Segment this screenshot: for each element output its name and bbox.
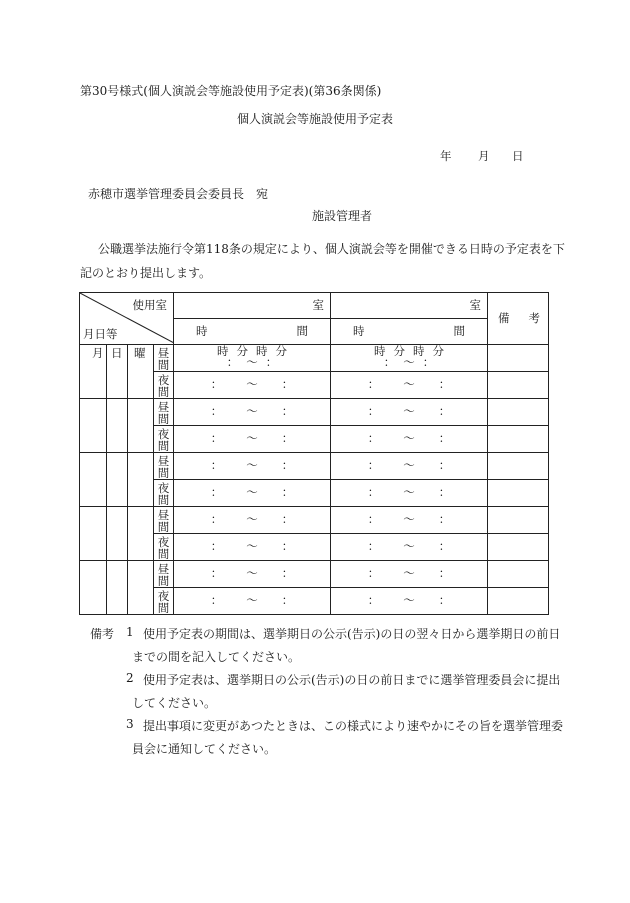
room-2-header: 室 bbox=[331, 293, 488, 319]
weekday-cell bbox=[128, 534, 154, 561]
weekday-header: 曜 bbox=[134, 346, 146, 360]
tilde: ～ bbox=[403, 539, 415, 554]
tilde: ～ bbox=[403, 593, 415, 608]
tilde: ～ bbox=[246, 566, 258, 581]
room-1-time-cell bbox=[174, 345, 331, 372]
note-1-line-2: までの間を記入してください。 bbox=[132, 650, 301, 664]
notes-label: 備考 bbox=[90, 627, 115, 641]
room-2-time-cell bbox=[331, 399, 488, 426]
month-cell bbox=[80, 453, 107, 480]
month-cell bbox=[80, 588, 107, 615]
day-header: 日 bbox=[111, 346, 123, 360]
schedule-row-night bbox=[80, 588, 549, 615]
weekday-cell bbox=[128, 426, 154, 453]
month-cell bbox=[80, 561, 107, 588]
daytime-label-cell bbox=[154, 399, 174, 426]
schedule-row-night bbox=[80, 372, 549, 399]
tilde: ～ bbox=[403, 458, 415, 473]
day-cell bbox=[107, 507, 128, 534]
room-1-time-cell bbox=[174, 588, 331, 615]
daytime-label-cell bbox=[154, 345, 174, 372]
colon: ： bbox=[210, 512, 223, 527]
tilde: ～ bbox=[403, 566, 415, 581]
colon: ： bbox=[281, 512, 294, 527]
weekday-cell bbox=[128, 588, 154, 615]
room-1-time-cell bbox=[174, 372, 331, 399]
colon: ： bbox=[281, 593, 294, 608]
day-cell bbox=[107, 453, 128, 480]
colon: ： bbox=[438, 485, 451, 500]
month-cell bbox=[80, 480, 107, 507]
note-2-line-2: してください。 bbox=[132, 696, 217, 710]
colon: ： bbox=[438, 512, 451, 527]
room-1-time-cell bbox=[174, 534, 331, 561]
tilde: ～ bbox=[403, 431, 415, 446]
colon: ： bbox=[281, 539, 294, 554]
colon: ： bbox=[281, 431, 294, 446]
intro-line-1: 公職選挙法施行令第118条の規定により、個人演説会等を開催できる日時の予定表を下 bbox=[98, 242, 565, 256]
tilde: ～ bbox=[246, 512, 258, 527]
room-1-time-cell bbox=[174, 399, 331, 426]
slot-label-1: 昼 bbox=[157, 399, 170, 414]
slot-label-2: 間 bbox=[157, 492, 170, 507]
weekday-cell bbox=[128, 399, 154, 426]
room-1-time-cell bbox=[174, 426, 331, 453]
colon: ： bbox=[281, 377, 294, 392]
date-etc-label: 月日等 bbox=[83, 326, 118, 341]
remarks-cell bbox=[488, 534, 549, 561]
colon: ： bbox=[210, 377, 223, 392]
weekday-cell bbox=[128, 507, 154, 534]
colon: ： bbox=[367, 431, 380, 446]
day-cell bbox=[107, 588, 128, 615]
schedule-table bbox=[79, 292, 549, 615]
schedule-row-day bbox=[80, 507, 549, 534]
room-1-time-cell bbox=[174, 561, 331, 588]
time-units: 時 分 時 分 ： ～ ： bbox=[374, 344, 444, 369]
room-2-time-cell bbox=[331, 372, 488, 399]
slot-label-1: 夜 bbox=[157, 480, 170, 495]
colon: ： bbox=[210, 431, 223, 446]
form-number: 第30号様式(個人演説会等施設使用予定表)(第36条関係) bbox=[80, 84, 382, 98]
note-3-number: 3 bbox=[126, 717, 134, 731]
schedule-row-day bbox=[80, 345, 549, 372]
colon: ： bbox=[438, 539, 451, 554]
room-1-time-header: 時 間 bbox=[174, 319, 331, 345]
room-2-time-cell bbox=[331, 507, 488, 534]
schedule-row-day bbox=[80, 561, 549, 588]
date-year-label: 年 bbox=[440, 149, 452, 163]
day-cell bbox=[107, 480, 128, 507]
weekday-cell bbox=[128, 453, 154, 480]
colon: ： bbox=[438, 593, 451, 608]
slot-label-2: 間 bbox=[157, 384, 170, 399]
note-1-line-1: 使用予定表の期間は、選挙期日の公示(告示)の日の翌々日から選挙期日の前日 bbox=[143, 627, 561, 641]
weekday-cell bbox=[128, 372, 154, 399]
remarks-cell bbox=[488, 507, 549, 534]
remarks-cell bbox=[488, 345, 549, 372]
tilde: ～ bbox=[403, 485, 415, 500]
slot-label-1: 夜 bbox=[157, 534, 170, 549]
day-cell bbox=[107, 399, 128, 426]
month-cell bbox=[80, 399, 107, 426]
night-label-cell bbox=[154, 372, 174, 399]
room-1-time-cell bbox=[174, 480, 331, 507]
colon: ： bbox=[281, 404, 294, 419]
night-label-cell bbox=[154, 480, 174, 507]
room-used-label: 使用室 bbox=[132, 298, 167, 312]
schedule-row-day bbox=[80, 399, 549, 426]
colon: ： bbox=[367, 566, 380, 581]
room-1-header: 室 bbox=[174, 293, 331, 319]
day-cell bbox=[107, 345, 128, 372]
day-cell bbox=[107, 372, 128, 399]
tilde: ～ bbox=[403, 377, 415, 392]
weekday-cell bbox=[128, 561, 154, 588]
night-label-cell bbox=[154, 426, 174, 453]
slot-label-2: 間 bbox=[157, 411, 170, 426]
tilde: ～ bbox=[246, 377, 258, 392]
month-header: 月 bbox=[92, 346, 104, 360]
colon: ： bbox=[367, 485, 380, 500]
facility-manager-label: 施設管理者 bbox=[312, 209, 373, 223]
colon: ： bbox=[438, 404, 451, 419]
room-2-time-cell bbox=[331, 534, 488, 561]
slot-label-1: 昼 bbox=[157, 453, 170, 468]
addressee: 赤穂市選挙管理委員会委員長 宛 bbox=[88, 187, 269, 201]
remarks-cell bbox=[488, 588, 549, 615]
colon: ： bbox=[281, 485, 294, 500]
intro-line-2: 記のとおり提出します。 bbox=[80, 266, 212, 280]
room-2-time-cell bbox=[331, 480, 488, 507]
day-cell bbox=[107, 534, 128, 561]
slot-label-1: 昼 bbox=[157, 345, 170, 360]
night-label-cell bbox=[154, 534, 174, 561]
remarks-cell bbox=[488, 480, 549, 507]
note-2-number: 2 bbox=[126, 671, 134, 685]
weekday-cell bbox=[128, 345, 154, 372]
colon: ： bbox=[367, 377, 380, 392]
colon: ： bbox=[210, 566, 223, 581]
slot-label-1: 夜 bbox=[157, 588, 170, 603]
remarks-header: 備 考 bbox=[488, 293, 549, 345]
day-cell bbox=[107, 561, 128, 588]
colon: ： bbox=[438, 458, 451, 473]
colon: ： bbox=[281, 566, 294, 581]
note-1-number: 1 bbox=[126, 625, 134, 639]
corner-header bbox=[80, 293, 174, 345]
colon: ： bbox=[210, 458, 223, 473]
colon: ： bbox=[367, 404, 380, 419]
schedule-row-day bbox=[80, 453, 549, 480]
slot-label-2: 間 bbox=[157, 465, 170, 480]
room-2-time-cell bbox=[331, 588, 488, 615]
remarks-cell bbox=[488, 399, 549, 426]
note-3-line-1: 提出事項に変更があつたときは、この様式により速やかにその旨を選挙管理委 bbox=[143, 719, 564, 733]
day-cell bbox=[107, 426, 128, 453]
tilde: ～ bbox=[246, 404, 258, 419]
daytime-label-cell bbox=[154, 561, 174, 588]
colon: ： bbox=[367, 458, 380, 473]
tilde: ～ bbox=[403, 512, 415, 527]
slot-label-2: 間 bbox=[157, 357, 170, 372]
colon: ： bbox=[367, 593, 380, 608]
schedule-row-night bbox=[80, 534, 549, 561]
date-day-label: 日 bbox=[512, 149, 524, 163]
note-3-line-2: 員会に通知してください。 bbox=[132, 742, 277, 756]
slot-label-2: 間 bbox=[157, 546, 170, 561]
colon: ： bbox=[281, 458, 294, 473]
colon: ： bbox=[210, 485, 223, 500]
colon: ： bbox=[438, 566, 451, 581]
tilde: ～ bbox=[246, 431, 258, 446]
tilde: ～ bbox=[403, 404, 415, 419]
colon: ： bbox=[438, 377, 451, 392]
slot-label-2: 間 bbox=[157, 600, 170, 615]
slot-label-1: 昼 bbox=[157, 561, 170, 576]
tilde: ～ bbox=[246, 539, 258, 554]
daytime-label-cell bbox=[154, 453, 174, 480]
room-2-time-header: 時 間 bbox=[331, 319, 488, 345]
slot-label-2: 間 bbox=[157, 573, 170, 588]
schedule-row-night bbox=[80, 480, 549, 507]
tilde: ～ bbox=[246, 485, 258, 500]
time-units: 時 分 時 分 ： ～ ： bbox=[217, 344, 287, 369]
daytime-label-cell bbox=[154, 507, 174, 534]
tilde: ～ bbox=[246, 593, 258, 608]
month-cell bbox=[80, 534, 107, 561]
month-cell bbox=[80, 372, 107, 399]
colon: ： bbox=[438, 431, 451, 446]
colon: ： bbox=[367, 539, 380, 554]
colon: ： bbox=[210, 539, 223, 554]
month-cell bbox=[80, 507, 107, 534]
date-month-label: 月 bbox=[478, 149, 490, 163]
remarks-cell bbox=[488, 453, 549, 480]
remarks-cell bbox=[488, 372, 549, 399]
room-2-time-cell bbox=[331, 345, 488, 372]
note-2-line-1: 使用予定表は、選挙期日の公示(告示)の日の前日までに選挙管理委員会に提出 bbox=[143, 673, 561, 687]
slot-label-2: 間 bbox=[157, 519, 170, 534]
document-title: 個人演説会等施設使用予定表 bbox=[236, 112, 393, 126]
room-1-time-cell bbox=[174, 507, 331, 534]
room-2-time-cell bbox=[331, 561, 488, 588]
colon: ： bbox=[210, 593, 223, 608]
slot-label-1: 夜 bbox=[157, 426, 170, 441]
night-label-cell bbox=[154, 588, 174, 615]
remarks-cell bbox=[488, 426, 549, 453]
schedule-row-night bbox=[80, 426, 549, 453]
weekday-cell bbox=[128, 480, 154, 507]
colon: ： bbox=[367, 512, 380, 527]
slot-label-1: 夜 bbox=[157, 372, 170, 387]
month-cell bbox=[80, 345, 107, 372]
room-1-time-cell bbox=[174, 453, 331, 480]
slot-label-2: 間 bbox=[157, 438, 170, 453]
remarks-cell bbox=[488, 561, 549, 588]
colon: ： bbox=[210, 404, 223, 419]
room-2-time-cell bbox=[331, 426, 488, 453]
tilde: ～ bbox=[246, 458, 258, 473]
room-2-time-cell bbox=[331, 453, 488, 480]
month-cell bbox=[80, 426, 107, 453]
slot-label-1: 昼 bbox=[157, 507, 170, 522]
